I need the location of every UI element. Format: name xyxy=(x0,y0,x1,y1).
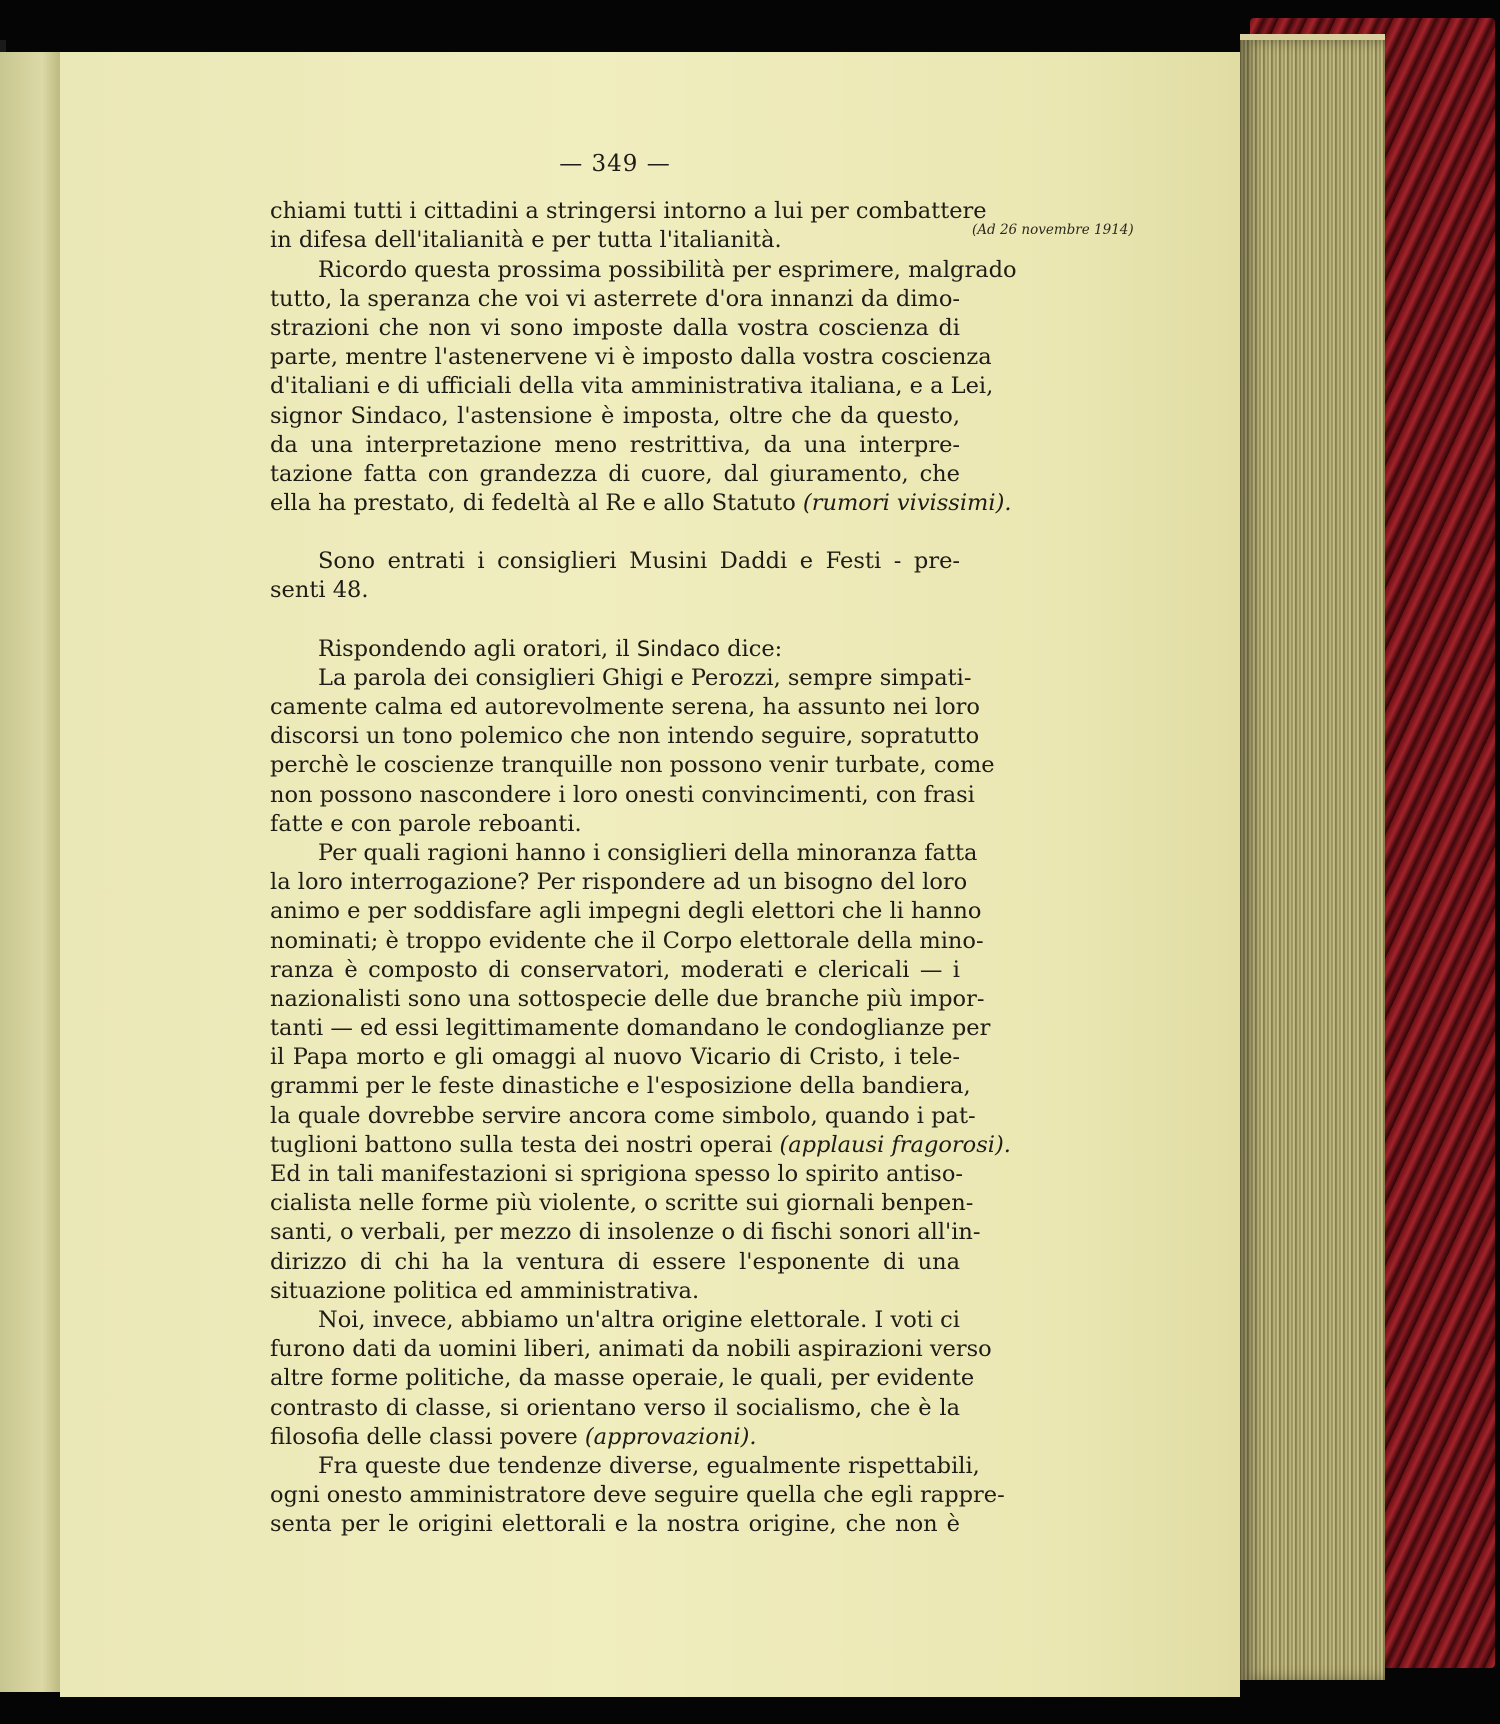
text-line: il Papa morto e gli omaggi al nuovo Vicario di Cristo, i tele- xyxy=(270,1044,960,1071)
text-line: altre forme politiche, da masse operaie, le quali, per evidente xyxy=(270,1365,975,1392)
text-line-part: dice: xyxy=(727,635,783,662)
text-line: strazioni che non vi sono imposte dalla vostra coscienza di xyxy=(270,314,960,341)
text-line xyxy=(270,635,960,664)
page-stack-edges xyxy=(1240,40,1385,1680)
text-line: nominati; è troppo evidente che il Corpo elettorale della mino- xyxy=(270,927,984,954)
speaker-name: Sindaco xyxy=(636,636,720,661)
text-line-part: ella ha prestato, di fedeltà al Re e allo Statuto xyxy=(270,490,796,517)
text-line: da una interpretazione meno restrittiva, da una interpre- xyxy=(270,431,960,458)
page-number: — 349 — xyxy=(559,151,671,177)
text-line: La parola dei consiglieri Ghigi e Perozzi, sempre simpati- xyxy=(318,664,972,691)
text-line: Ricordo questa prossima possibilità per esprimere, malgrado xyxy=(318,256,1017,283)
text-line: camente calma ed autorevolmente serena, ha assunto nei loro xyxy=(270,694,980,721)
text-line: discorsi un tono polemico che non intendo seguire, sopratutto xyxy=(270,723,980,750)
text-line: Per quali ragioni hanno i consiglieri della minoranza fatta xyxy=(318,839,978,866)
text-line: animo e per soddisfare agli impegni degli elettori che li hanno xyxy=(270,898,982,925)
text-line-part: tuglioni battono sulla testa dei nostri operai xyxy=(270,1131,773,1158)
text-line: ogni onesto amministratore deve seguire quella che egli rappre- xyxy=(270,1482,1005,1509)
text-line xyxy=(270,489,1012,518)
text-line: in difesa dell'italianità e per tutta l'italianità. xyxy=(270,227,782,254)
text-line: tanti — ed essi legittimamente domandano le condoglianze per xyxy=(270,1015,991,1042)
text-line: grammi per le feste dinastiche e l'esposizione della bandiera, xyxy=(270,1073,971,1100)
text-line: ranza è composto di conservatori, moderati e clericali — i xyxy=(270,956,960,983)
stage-direction: (approvazioni). xyxy=(584,1423,757,1450)
text-line: furono dati da uomini liberi, animati da nobili aspirazioni verso xyxy=(270,1336,992,1363)
stage-direction: (rumori vivissimi). xyxy=(802,490,1012,517)
text-line: Fra queste due tendenze diverse, egualmente rispettabili, xyxy=(318,1452,980,1479)
text-line: cialista nelle forme più violente, o scritte sui giornali benpen- xyxy=(270,1190,974,1217)
page-text xyxy=(270,150,1017,1539)
text-line: perchè le coscienze tranquille non possono venir turbate, come xyxy=(270,752,995,779)
text-line: Noi, invece, abbiamo un'altra origine elettorale. I voti ci xyxy=(318,1306,960,1333)
text-line: tazione fatta con grandezza di cuore, dal giuramento, che xyxy=(270,460,960,487)
text-line-part: Rispondendo agli oratori, il xyxy=(318,635,630,662)
text-line: senta per le origini elettorali e la nostra origine, che non è xyxy=(270,1511,960,1538)
text-line: senti 48. xyxy=(270,577,369,604)
text-line: chiami tutti i cittadini a stringersi intorno a lui per combattere xyxy=(270,198,987,225)
text-line: la loro interrogazione? Per rispondere ad un bisogno del loro xyxy=(270,869,968,896)
text-line: tutto, la speranza che voi vi asterrete d'ora innanzi da dimo- xyxy=(270,285,960,312)
text-line: non possono nascondere i loro onesti convincimenti, con frasi xyxy=(270,781,975,808)
text-line: d'italiani e di ufficiali della vita amministrativa italiana, e a Lei, xyxy=(270,373,994,400)
text-line: Sono entrati i consiglieri Musini Daddi e Festi - pre- xyxy=(318,548,960,575)
text-line: nazionalisti sono una sottospecie delle due branche più impor- xyxy=(270,985,985,1012)
text-line: parte, mentre l'astenervene vi è imposto dalla vostra coscienza xyxy=(270,344,992,371)
text-line xyxy=(270,1423,960,1452)
text-line: santi, o verbali, per mezzo di insolenze o di fischi sonori all'in- xyxy=(270,1219,981,1246)
text-line: signor Sindaco, l'astensione è imposta, oltre che da questo, xyxy=(270,402,960,429)
stage-direction: (applausi fragorosi). xyxy=(779,1131,1011,1158)
facing-page-edge xyxy=(0,52,60,1692)
text-line xyxy=(270,1131,1011,1160)
text-line: dirizzo di chi ha la ventura di essere l'esponente di una xyxy=(270,1248,960,1275)
text-line: Ed in tali manifestazioni si sprigiona spesso lo spirito antiso- xyxy=(270,1161,963,1188)
text-line: fatte e con parole reboanti. xyxy=(270,810,582,837)
text-line: situazione politica ed amministrativa. xyxy=(270,1277,700,1304)
text-line: contrasto di classe, si orientano verso il socialismo, che è la xyxy=(270,1394,960,1421)
text-line-part: filosofia delle classi povere xyxy=(270,1423,578,1450)
text-line: la quale dovrebbe servire ancora come simbolo, quando i pat- xyxy=(270,1102,976,1129)
margin-note: (Ad 26 novembre 1914) xyxy=(972,222,1134,238)
